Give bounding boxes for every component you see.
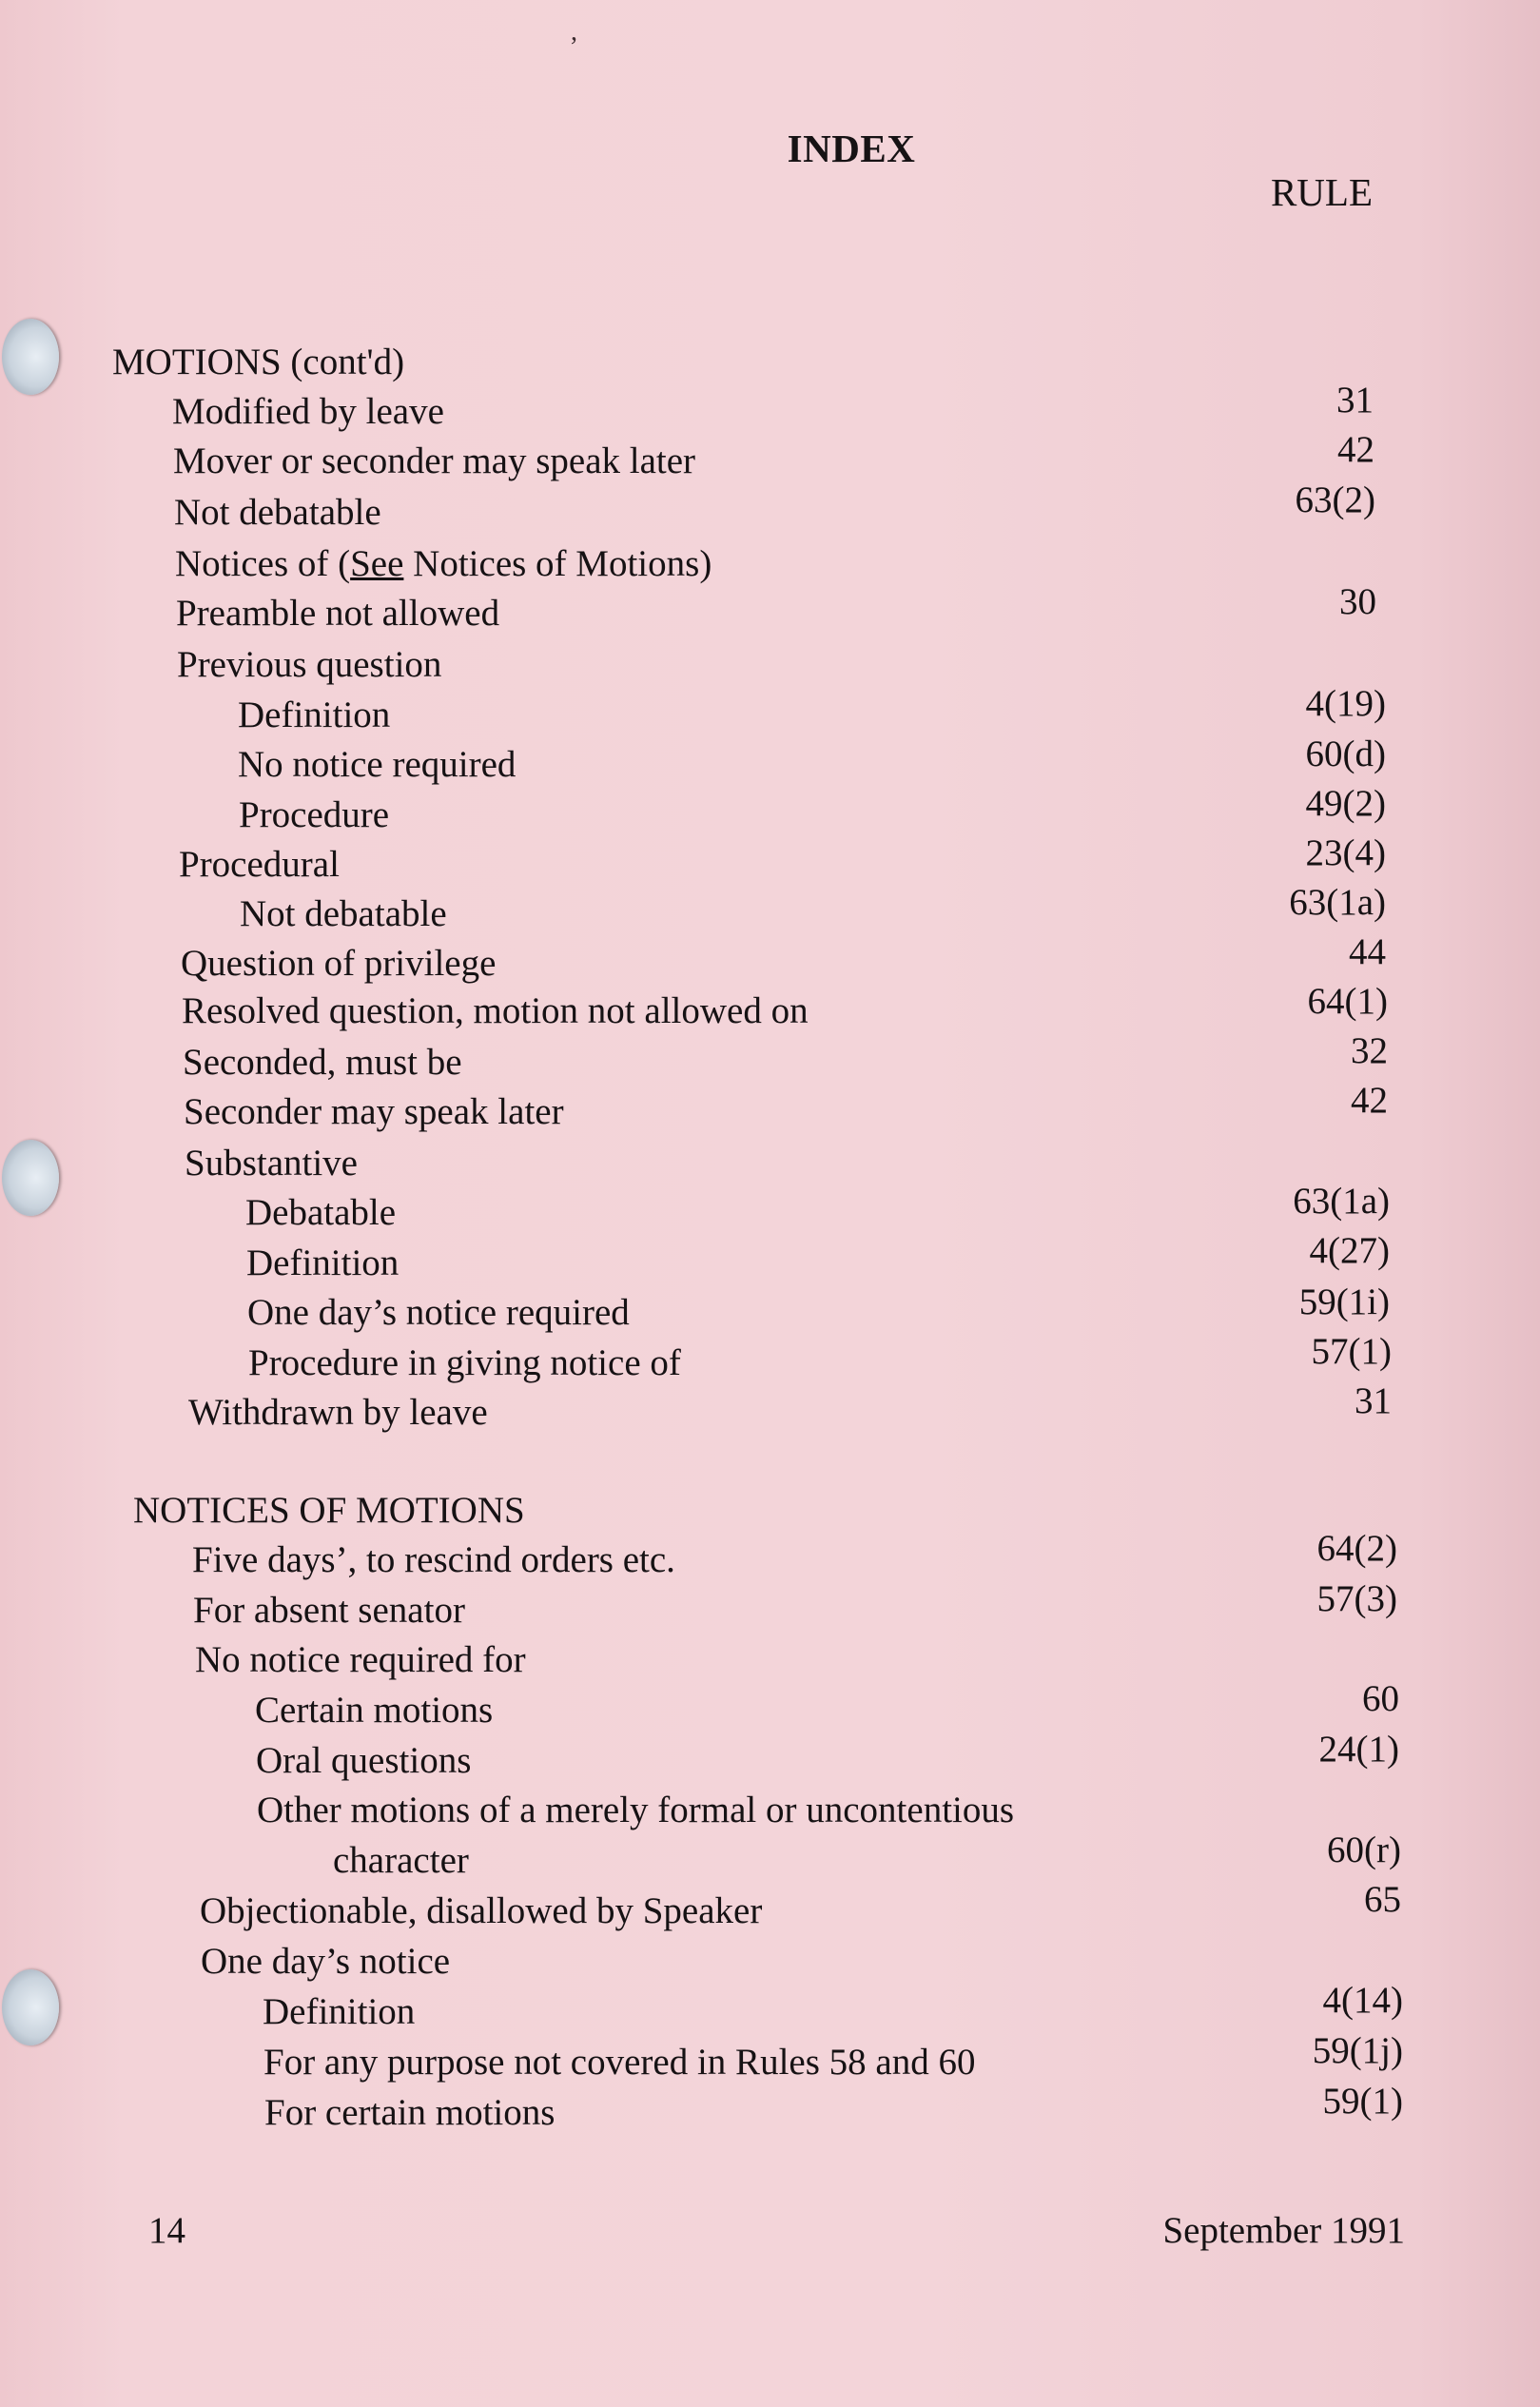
- rule-ref: 64(2): [1316, 1528, 1397, 1569]
- index-entry: Previous question: [177, 644, 442, 685]
- index-subentry: Not debatable: [240, 893, 447, 934]
- entry-prefix: Notices of (: [175, 543, 351, 584]
- index-entry: One day’s notice: [201, 1941, 451, 1982]
- index-entry: Procedural: [179, 844, 340, 885]
- index-entry: Seconder may speak later: [184, 1091, 564, 1132]
- rule-ref: 59(1j): [1312, 2030, 1403, 2071]
- index-subentry: Definition: [263, 1991, 416, 2032]
- stray-mark: ,: [571, 17, 577, 47]
- rule-ref: 44: [1349, 931, 1386, 972]
- footer-date: September 1991: [1162, 2210, 1405, 2251]
- index-subentry: For any purpose not covered in Rules 58 and 60: [263, 2042, 976, 2083]
- index-subentry: Debatable: [245, 1192, 397, 1233]
- index-entry: Withdrawn by leave: [188, 1392, 488, 1433]
- rule-ref: 42: [1337, 429, 1374, 470]
- rule-ref: 63(1a): [1289, 882, 1386, 923]
- rule-ref: 4(27): [1309, 1230, 1390, 1271]
- index-subentry: No notice required: [238, 744, 517, 785]
- section-heading-notices-of-motions: NOTICES OF MOTIONS: [133, 1490, 525, 1531]
- rule-ref: 63(1a): [1293, 1181, 1390, 1222]
- index-entry: Objectionable, disallowed by Speaker: [200, 1890, 763, 1931]
- rule-ref: 59(1): [1322, 2081, 1403, 2122]
- section-heading-motions: MOTIONS (cont'd): [112, 342, 405, 382]
- index-entry: Question of privilege: [181, 943, 497, 984]
- rule-ref: 60(d): [1305, 734, 1386, 774]
- rule-ref: 31: [1355, 1380, 1392, 1421]
- index-subentry: Procedure: [239, 794, 390, 835]
- index-subentry: Other motions of a merely formal or uncontentious: [257, 1790, 1015, 1830]
- rule-ref: 42: [1351, 1080, 1388, 1121]
- index-entry: Seconded, must be: [183, 1042, 462, 1083]
- index-entry: Preamble not allowed: [176, 593, 500, 634]
- index-subentry: Definition: [246, 1243, 400, 1283]
- index-subentry: Procedure in giving notice of: [248, 1342, 681, 1383]
- index-entry: Substantive: [185, 1143, 358, 1184]
- index-subentry: Oral questions: [256, 1740, 472, 1781]
- index-entry: Mover or seconder may speak later: [173, 440, 696, 481]
- index-entry-see-reference: [175, 542, 712, 585]
- binder-hole-top: [2, 319, 59, 395]
- index-subentry: Definition: [238, 695, 391, 735]
- index-entry: For absent senator: [193, 1590, 465, 1631]
- rule-ref: 65: [1364, 1879, 1401, 1920]
- rule-ref: 24(1): [1318, 1729, 1399, 1770]
- index-subentry: For certain motions: [264, 2092, 556, 2133]
- rule-ref: 31: [1336, 380, 1374, 421]
- index-subentry: One day’s notice required: [247, 1292, 630, 1333]
- index-entry: No notice required for: [195, 1639, 526, 1680]
- binder-hole-middle: [2, 1140, 59, 1216]
- index-entry: Resolved question, motion not allowed on: [182, 990, 809, 1031]
- rule-ref: 63(2): [1295, 479, 1375, 520]
- rule-ref: 57(1): [1311, 1331, 1392, 1372]
- entry-suffix: Notices of Motions): [403, 543, 712, 584]
- index-entry: Modified by leave: [172, 391, 444, 432]
- rule-ref: 32: [1351, 1030, 1388, 1071]
- page-number: 14: [148, 2210, 185, 2251]
- rule-ref: 23(4): [1305, 832, 1386, 873]
- rule-ref: 59(1i): [1298, 1282, 1390, 1322]
- rule-ref: 64(1): [1307, 981, 1388, 1022]
- index-entry: Not debatable: [174, 492, 381, 533]
- rule-ref: 60(r): [1327, 1830, 1401, 1870]
- index-entry: Five days’, to rescind orders etc.: [192, 1539, 675, 1580]
- see-link-text: See: [350, 543, 404, 584]
- rule-column-header: RULE: [1270, 170, 1373, 214]
- rule-ref: 49(2): [1305, 783, 1386, 824]
- index-subentry-continuation: character: [333, 1840, 469, 1881]
- rule-ref: 4(14): [1322, 1980, 1403, 2021]
- rule-ref: 4(19): [1305, 683, 1386, 724]
- rule-ref: 57(3): [1316, 1578, 1397, 1619]
- index-subentry: Certain motions: [255, 1690, 494, 1731]
- binder-hole-bottom: [2, 1969, 59, 2045]
- rule-ref: 60: [1362, 1678, 1399, 1719]
- rule-ref: 30: [1339, 581, 1376, 622]
- page-title: INDEX: [787, 127, 916, 170]
